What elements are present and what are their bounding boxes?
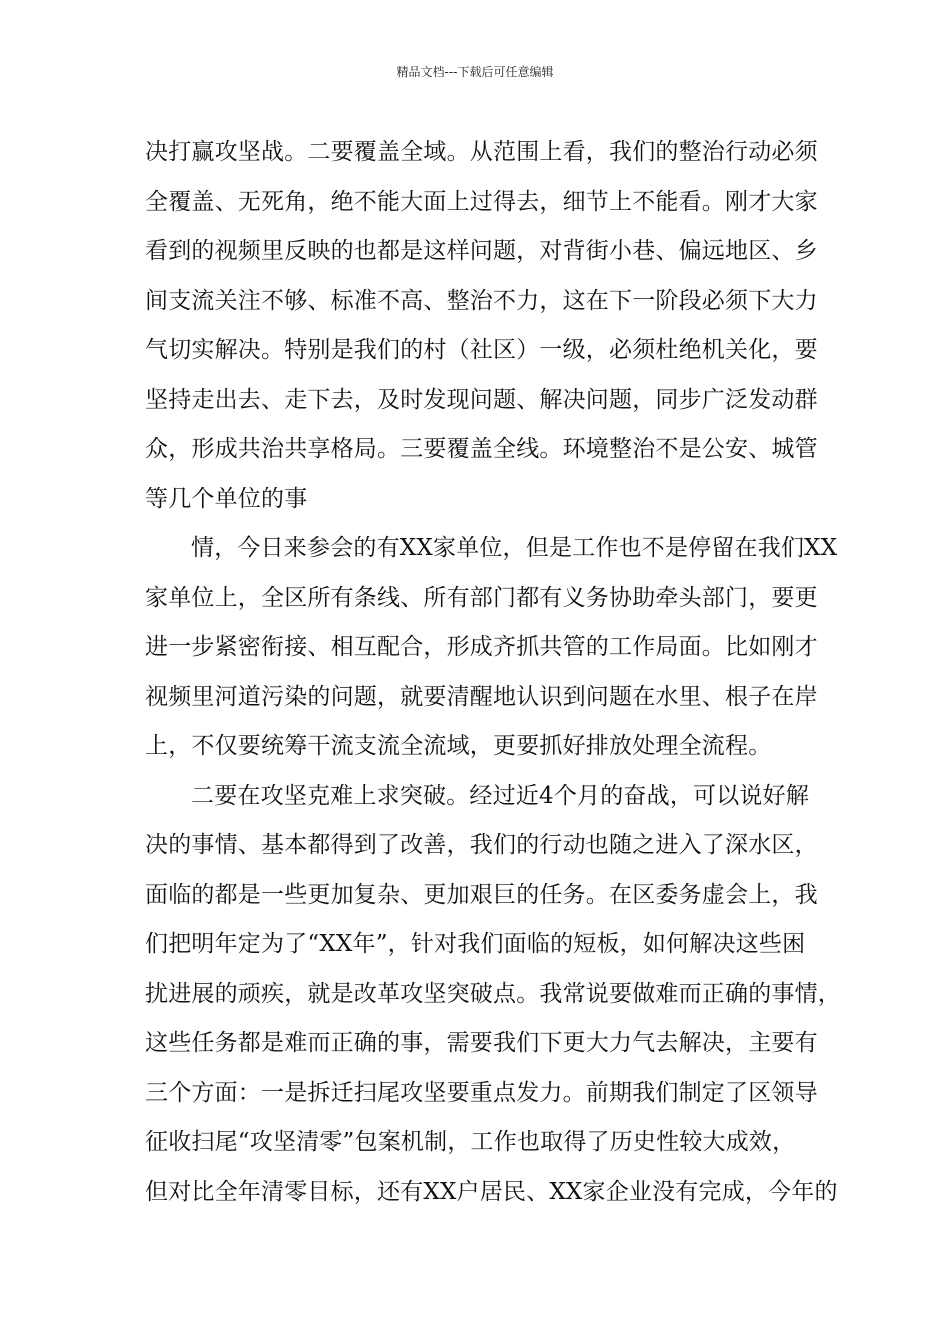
text-line: 坚持走出去、走下去，及时发现问题、解决问题，同步广泛发动群	[145, 386, 818, 413]
text-line: 等几个单位的事	[145, 485, 308, 512]
text-line-indented: 情，今日来参会的有XX家单位，但是工作也不是停留在我们XX	[191, 535, 838, 561]
text-line: 面临的都是一些更加复杂、更加艰巨的任务。在区委务虚会上，我	[145, 881, 818, 908]
text-line-indented: 二要在攻坚克难上求突破。经过近4个月的奋战，可以说好解	[191, 782, 810, 809]
text-line: 众，形成共治共享格局。三要覆盖全线。环境整治不是公安、城管	[145, 436, 818, 462]
text-line: 上，不仅要统筹干流支流全流域，更要抓好排放处理全流程。	[145, 733, 772, 759]
text-line: 们把明年定为了“XX年”，针对我们面临的短板，如何解决这些困	[145, 931, 806, 957]
text-line: 看到的视频里反映的也都是这样问题，对背街小巷、偏远地区、乡	[145, 238, 818, 264]
text-line: 气切实解决。特别是我们的村（社区）一级，必须杜绝机关化，要	[145, 337, 818, 363]
document-body	[145, 128, 841, 1217]
text-line: 家单位上，全区所有条线、所有部门都有义务协助牵头部门，要更	[145, 584, 818, 611]
text-line: 决打赢攻坚战。二要覆盖全域。从范围上看，我们的整治行动必须	[145, 139, 818, 165]
page-header: 精品文档---下载后可任意编辑	[396, 65, 554, 79]
text-line: 扰进展的顽疾，就是改革攻坚突破点。我常说要做难而正确的事情，	[145, 980, 841, 1007]
text-line: 进一步紧密衔接、相互配合，形成齐抓共管的工作局面。比如刚才	[145, 634, 818, 660]
text-line: 决的事情、基本都得到了改善，我们的行动也随之进入了深水区，	[145, 832, 818, 858]
text-line: 征收扫尾“攻坚清零”包案机制，工作也取得了历史性较大成效，	[145, 1129, 796, 1155]
text-line: 但对比全年清零目标，还有XX户居民、XX家企业没有完成，今年的	[145, 1178, 838, 1205]
text-line: 三个方面：一是拆迁扫尾攻坚要重点发力。前期我们制定了区领导	[145, 1079, 818, 1106]
text-line: 这些任务都是难而正确的事，需要我们下更大力气去解决，主要有	[145, 1030, 818, 1056]
text-line: 视频里河道污染的问题，就要清醒地认识到问题在水里、根子在岸	[145, 683, 818, 710]
text-line: 全覆盖、无死角，绝不能大面上过得去，细节上不能看。刚才大家	[145, 188, 818, 215]
text-line: 间支流关注不够、标准不高、整治不力，这在下一阶段必须下大力	[145, 287, 818, 314]
